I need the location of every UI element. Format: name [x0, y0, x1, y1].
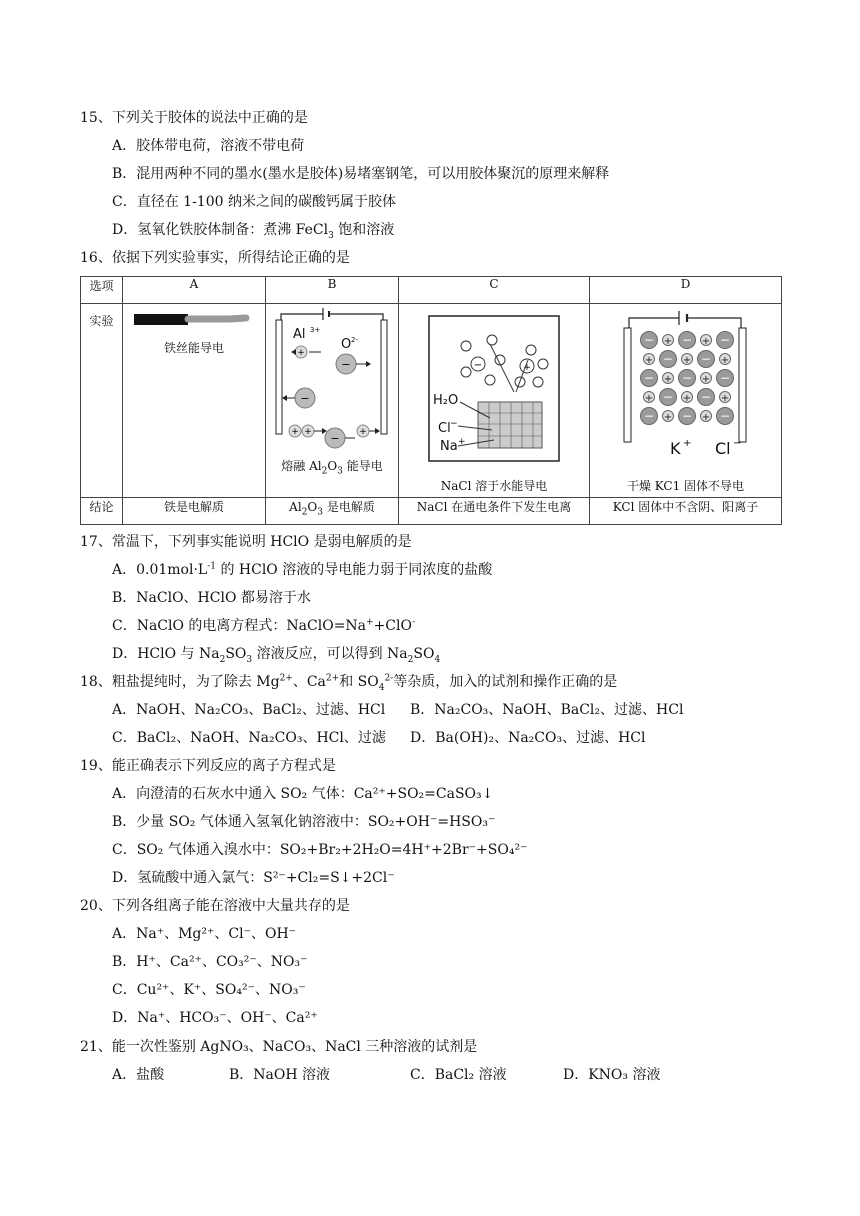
- table-header-d: D: [590, 277, 782, 304]
- potassium-ion-sign: +: [701, 374, 710, 385]
- chloride-ion-sign: −: [719, 371, 730, 385]
- chloride-ion-sign: −: [662, 390, 673, 404]
- svg-text:+: +: [682, 438, 691, 449]
- svg-text:+: +: [522, 363, 531, 373]
- potassium-ion-sign: +: [663, 336, 672, 347]
- experiment-c-cell: [399, 304, 590, 498]
- electrode-left: [624, 328, 631, 442]
- iron-wire-figure: [124, 304, 265, 364]
- table-header-a: A: [123, 277, 266, 304]
- potassium-ion-sign: +: [644, 355, 653, 366]
- conclusion-a: 铁是电解质: [123, 498, 266, 525]
- question-20-option-d: D．Na⁺、HCO₃⁻、OH⁻、Ca²⁺: [112, 1010, 318, 1026]
- wire-black-part: [134, 314, 188, 325]
- svg-text:−: −: [449, 419, 458, 429]
- question-18-option-d: D．Ba(OH)₂、Na₂CO₃、过滤、HCl: [410, 730, 646, 746]
- svg-text:−: −: [473, 360, 482, 371]
- question-19-option-a: A．向澄清的石灰水中通入 SO₂ 气体：Ca²⁺+SO₂=CaSO₃↓: [112, 786, 494, 802]
- potassium-ion-sign: +: [663, 374, 672, 385]
- svg-text:O: O: [340, 337, 351, 352]
- question-19-option-d: D．氢硫酸中通入氯气：S²⁻+Cl₂=S↓+2Cl⁻: [112, 870, 395, 886]
- conclusion-d: KCl 固体中不含阴、阳离子: [590, 498, 782, 525]
- chloride-ion-sign: −: [681, 409, 692, 423]
- chloride-ion-sign: −: [643, 333, 654, 347]
- question-17-stem: 17、常温下，下列事实能说明 HClO 是弱电解质的是: [80, 534, 412, 550]
- potassium-ion-sign: +: [701, 336, 710, 347]
- chloride-ion-sign: −: [681, 333, 692, 347]
- question-18-option-a: A．NaOH、Na₂CO₃、BaCl₂、过滤、HCl: [112, 702, 386, 718]
- row-label-conclusion: 结论: [81, 498, 123, 525]
- caption-a: 铁丝能导电: [163, 341, 224, 355]
- table-header-option: 选项: [81, 277, 123, 304]
- chloride-ion-sign: −: [643, 409, 654, 423]
- question-15-option-a: A．胶体带电荷，溶液不带电荷: [112, 138, 305, 154]
- conclusion-b: $Al_2O_3$ 是电解质: [266, 498, 399, 525]
- svg-text:Na: Na: [439, 439, 458, 454]
- question-19-option-c: C．SO₂ 气体通入溴水中：SO₂+Br₂+2H₂O=4H⁺+2Br⁻+SO₄²⁻: [112, 842, 528, 858]
- experiment-b-cell: [266, 304, 399, 498]
- question-20-option-c: C．Cu²⁺、K⁺、SO₄²⁻、NO₃⁻: [112, 982, 306, 998]
- electrode-right: [739, 328, 746, 442]
- question-15-option-d: D．氢氧化铁胶体制备：煮沸 FeCl$_3$ 饱和溶液: [112, 222, 395, 241]
- table-header-c: C: [399, 277, 590, 304]
- svg-text:3+: 3+: [309, 326, 320, 334]
- electrode-left: [276, 320, 282, 434]
- row-label-experiment: 实验: [81, 304, 123, 498]
- question-18-stem: 18、粗盐提纯时，为了除去 $Mg^{2+}$、$Ca^{2+}$和 $SO_4^{2-}$等杂质，加入的试剂和操作正确的是: [80, 673, 618, 693]
- chloride-ion-sign: −: [643, 371, 654, 385]
- potassium-ion-sign: +: [720, 393, 729, 404]
- question-15-option-b: B．混用两种不同的墨水(墨水是胶体)易堵塞钢笔，可以用胶体聚沉的原理来解释: [112, 166, 610, 182]
- chloride-ion-sign: −: [700, 390, 711, 404]
- caption-d: 干燥 KC1 固体不导电: [626, 479, 745, 493]
- electrode-right: [381, 320, 387, 434]
- experiment-d-cell: [590, 304, 782, 498]
- potassium-ion-sign: +: [682, 355, 691, 366]
- svg-text:+: +: [358, 427, 367, 437]
- svg-text:Cl: Cl: [437, 421, 451, 436]
- wire-grey-part: [188, 318, 246, 319]
- question-21-stem: 21、能一次性鉴别 AgNO₃、NaCO₃、NaCl 三种溶液的试剂是: [80, 1039, 478, 1055]
- svg-text:2-: 2-: [350, 336, 358, 344]
- question-15-option-c: C．直径在 1-100 纳米之间的碳酸钙属于胶体: [112, 194, 396, 210]
- question-16-stem: 16、依据下列实验事实，所得结论正确的是: [80, 250, 350, 266]
- chloride-ion-sign: −: [662, 352, 673, 366]
- caption-c: NaCl 溶于水能导电: [440, 479, 548, 493]
- table-header-b: B: [266, 277, 399, 304]
- potassium-ion-sign: +: [663, 412, 672, 423]
- question-21-option-c: C．BaCl₂ 溶液: [410, 1067, 507, 1083]
- svg-text:−: −: [340, 358, 351, 371]
- question-17-option-b: B．NaClO、HClO 都易溶于水: [112, 590, 311, 606]
- svg-text:K: K: [669, 439, 680, 458]
- dry-kcl-figure: [591, 304, 781, 476]
- caption-b: 熔融 $Al_2O_3$ 能导电: [281, 459, 383, 477]
- question-20-stem: 20、下列各组离子能在溶液中大量共存的是: [80, 898, 350, 914]
- conclusion-c: NaCl 在通电条件下发生电离: [399, 498, 590, 525]
- svg-text:+: +: [296, 348, 305, 358]
- svg-text:−: −: [329, 432, 340, 445]
- svg-text:+: +: [290, 427, 299, 437]
- nacl-dissolving-figure: [400, 304, 589, 476]
- chloride-ion-sign: −: [700, 352, 711, 366]
- question-21-option-b: B．NaOH 溶液: [229, 1067, 331, 1083]
- potassium-ion-sign: +: [701, 412, 710, 423]
- question-17-option-a: A．$0.01mol\cdot L^{-1}$ 的 HClO 溶液的导电能力弱于同浓度的盐酸: [112, 561, 493, 578]
- chloride-ion-sign: −: [719, 409, 730, 423]
- question-21-option-d: D．KNO₃ 溶液: [563, 1067, 661, 1083]
- question-20-option-b: B．H⁺、Ca²⁺、CO₃²⁻、NO₃⁻: [112, 954, 308, 970]
- svg-text:Cl: Cl: [714, 439, 731, 458]
- question-18-option-b: B．Na₂CO₃、NaOH、BaCl₂、过滤、HCl: [410, 702, 684, 718]
- question-17-option-d: D．HClO 与 $Na_2SO_3$ 溶液反应，可以得到 $Na_2SO_4$: [112, 646, 441, 665]
- question-18-option-c: C．BaCl₂、NaOH、Na₂CO₃、HCl、过滤: [112, 730, 386, 746]
- svg-text:Al: Al: [292, 327, 306, 342]
- experiment-a-cell: [123, 304, 266, 498]
- svg-text:−: −: [732, 438, 741, 449]
- svg-text:H₂O: H₂O: [432, 393, 458, 408]
- svg-text:+: +: [457, 437, 466, 447]
- potassium-ion-sign: +: [644, 393, 653, 404]
- question-15-stem: 15、下列关于胶体的说法中正确的是: [80, 110, 308, 126]
- experiment-table: [80, 276, 782, 525]
- question-21-option-a: A．盐酸: [112, 1067, 165, 1083]
- chloride-ion-sign: −: [681, 371, 692, 385]
- potassium-ion-sign: +: [682, 393, 691, 404]
- question-19-option-b: B．少量 SO₂ 气体通入氢氧化钠溶液中：SO₂+OH⁻=HSO₃⁻: [112, 814, 496, 830]
- potassium-ion-sign: +: [720, 355, 729, 366]
- molten-alumina-figure: [267, 304, 398, 464]
- chloride-ion-sign: −: [719, 333, 730, 347]
- question-17-option-c: C．NaClO 的电离方程式：NaClO=Na++ClO-: [112, 617, 416, 634]
- svg-text:+: +: [303, 427, 312, 437]
- kcl-lattice: [640, 332, 733, 425]
- svg-text:−: −: [299, 392, 310, 405]
- question-20-option-a: A．Na⁺、Mg²⁺、Cl⁻、OH⁻: [112, 926, 297, 942]
- question-19-stem: 19、能正确表示下列反应的离子方程式是: [80, 758, 336, 774]
